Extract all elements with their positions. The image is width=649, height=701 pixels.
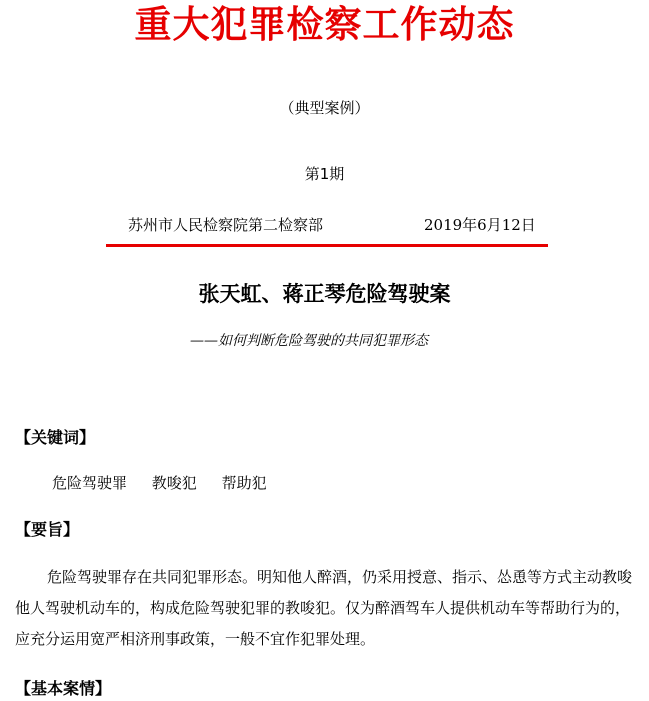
case-title: 张天虹、蒋正琴危险驾驶案	[198, 282, 451, 306]
keyword-item: 帮助犯	[221, 474, 267, 492]
case-subtitle: ——如何判断危险驾驶的共同犯罪形态	[190, 333, 428, 349]
keywords-list	[52, 472, 287, 493]
red-divider	[106, 244, 548, 247]
issue-number: 第1期	[304, 165, 345, 183]
issuing-department: 苏州市人民检察院第二检察部	[128, 216, 324, 234]
summary-paragraph: 危险驾驶罪存在共同犯罪形态。明知他人醉酒，仍采用授意、指示、怂恿等方式主动教唆他人驾驶机动车的，构成危险驾驶犯罪的教唆犯。仅为醉酒驾车人提供机动车等帮助行为的，应充分运用宽严相济刑事政策，一般不宜作犯罪处理。	[15, 568, 633, 648]
facts-heading: 【基本案情】	[15, 679, 112, 698]
issue-date: 2019年6月12日	[424, 216, 536, 234]
summary-heading: 【要旨】	[15, 520, 80, 539]
keywords-heading: 【关键词】	[15, 428, 96, 447]
keyword-item: 危险驾驶罪	[52, 474, 128, 492]
publication-subtitle: （典型案例）	[279, 99, 370, 117]
keyword-item: 教唆犯	[151, 474, 197, 492]
masthead-title: 重大犯罪检察工作动态	[134, 2, 515, 46]
